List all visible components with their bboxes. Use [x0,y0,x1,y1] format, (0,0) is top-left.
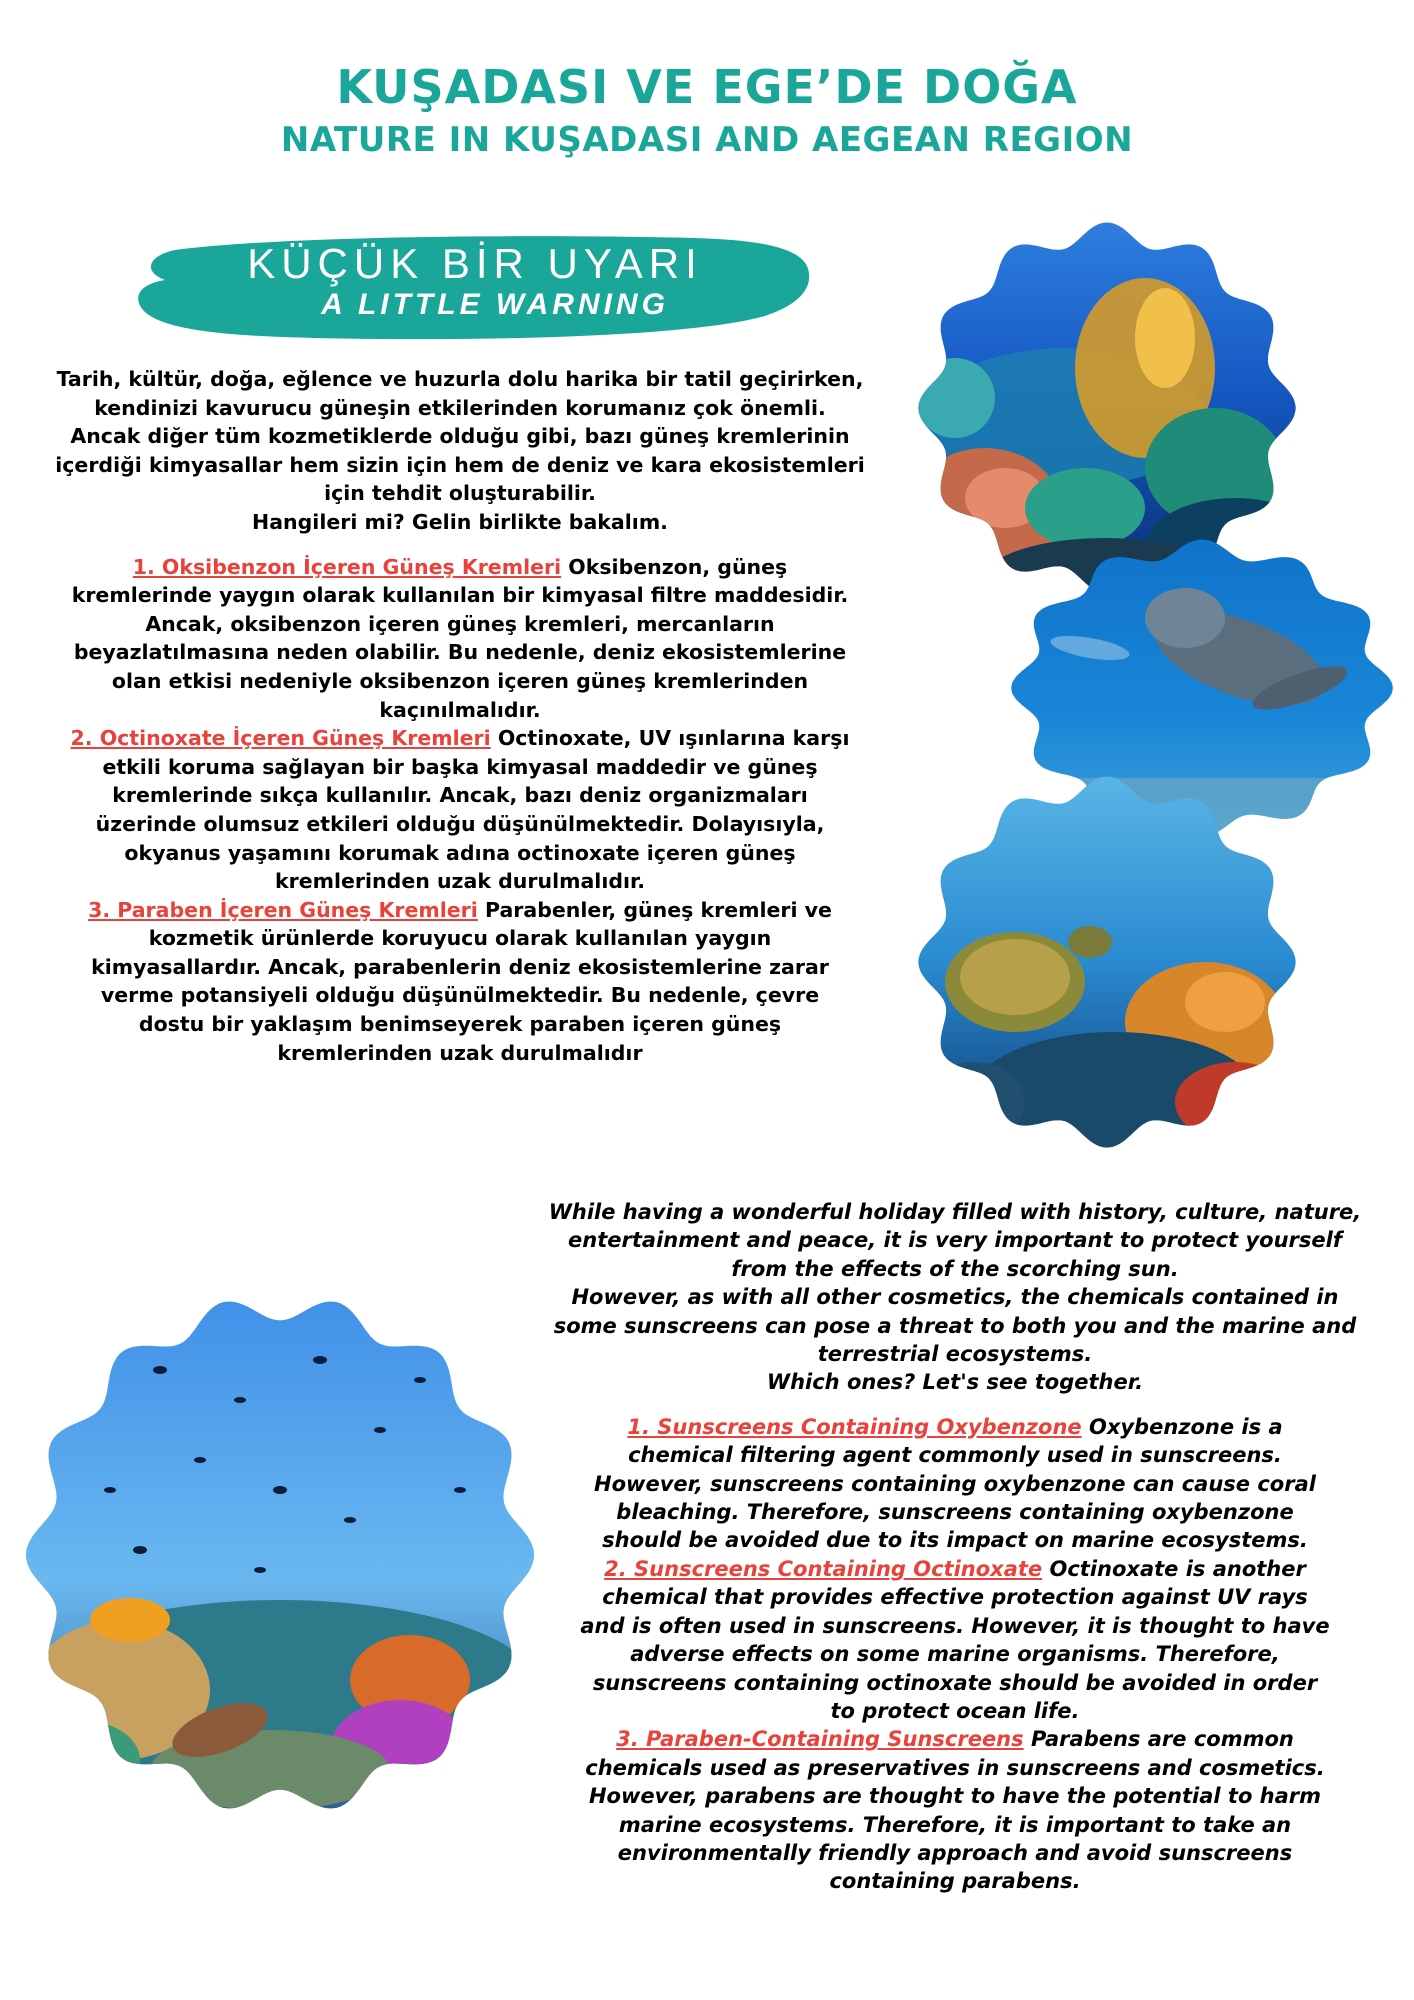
intro-line: some sunscreens can pose a threat to both you and the marine and [553,1313,1357,1338]
sea-turtle-image [915,772,1300,1152]
item-line: However, parabens are thought to have the potential to harm [588,1784,1322,1809]
english-text-block [515,1198,1395,1896]
item-line: beyazlatılmasına neden olabilir. Bu nedenle, deniz ekosistemlerine [73,640,847,665]
item-text: Oksibenzon, güneş [561,554,788,579]
english-intro [515,1198,1395,1397]
item-line: environmentally friendly approach and avoid sunscreens [617,1840,1293,1865]
item-line: containing parabens. [829,1869,1081,1894]
banner-subtitle: A LITTLE WARNING [321,288,669,321]
intro-line: için tehdit oluşturabilir. [324,481,596,506]
item-line: kaçınılmalıdır. [379,697,541,722]
page-title: KUŞADASI VE EGE’DE DOĞA [336,60,1078,114]
item-heading-link[interactable]: 1. Sunscreens Containing Oxybenzone [627,1414,1082,1439]
item-line: okyanus yaşamını korumak adına octinoxate içeren güneş [124,840,796,865]
item-line: kozmetik ürünlerde koruyucu olarak kullanılan yaygın [148,926,772,951]
intro-line: entertainment and peace, it is very important to protect yourself [568,1228,1342,1253]
item-line: adverse effects on some marine organisms. Therefore, [630,1642,1280,1667]
item-line: dostu bir yaklaşım benimseyerek paraben içeren güneş [138,1012,782,1037]
item-line: olan etkisi nedeniyle oksibenzon içeren güneş kremlerinden [111,668,809,693]
item-text: Parabens are common [1023,1727,1294,1752]
item-heading-link[interactable]: 3. Paraben İçeren Güneş Kremleri [88,897,478,922]
intro-line: Hangileri mi? Gelin birlikte bakalım. [252,509,668,534]
item-line: kremlerinden uzak durulmalıdır. [274,869,646,894]
warning-banner [135,232,815,344]
item-line: verme potansiyeli olduğu düşünülmektedir. Bu nedenle, çevre [100,983,820,1008]
item-line: should be avoided due to its impact on marine ecosystems. [602,1528,1308,1553]
turkish-intro [40,365,880,537]
item-line: chemicals used as preservatives in sunscreens and cosmetics. [585,1755,1325,1780]
item-line: chemical filtering agent commonly used in sunscreens. [628,1443,1282,1468]
intro-line: Ancak diğer tüm kozmetiklerde olduğu gibi, bazı güneş kremlerinin [70,424,850,449]
item-heading-link[interactable]: 2. Sunscreens Containing Octinoxate [604,1556,1043,1581]
item-heading-link[interactable]: 2. Octinoxate İçeren Güneş Kremleri [70,726,491,751]
intro-line: terrestrial ecosystems. [817,1342,1093,1367]
turkish-item-paraben [40,896,880,1068]
item-text: Oxybenzone is a [1081,1414,1283,1439]
intro-line: However, as with all other cosmetics, the chemicals contained in [571,1285,1339,1310]
item-line: kremlerinde sıkça kullanılır. Ancak, bazı deniz organizmaları [112,783,808,808]
item-line: bleaching. Therefore, sunscreens containing oxybenzone [616,1500,1294,1525]
intro-line: kendinizi kavurucu güneşin etkilerinden korumanız çok önemli. [94,395,826,420]
item-text: Octinoxate, UV ışınlarına karşı [490,726,850,751]
item-text: Octinoxate is another [1042,1556,1306,1581]
turkish-item-octinoxate [40,724,880,896]
item-line: However, sunscreens containing oxybenzone can cause coral [594,1471,1316,1496]
item-line: and is often used in sunscreens. However, it is thought to have [580,1613,1330,1638]
item-line: to protect ocean life. [830,1698,1080,1723]
english-item-paraben [515,1725,1395,1895]
item-line: sunscreens containing octinoxate should be avoided in order [592,1670,1318,1695]
item-line: üzerinde olumsuz etkileri olduğu düşünülmektedir. Dolayısıyla, [95,811,825,836]
intro-line: While having a wonderful holiday filled with history, culture, nature, [548,1200,1362,1224]
intro-line: from the effects of the scorching sun. [731,1256,1179,1281]
english-item-oxybenzone [515,1413,1395,1555]
item-line: marine ecosystems. Therefore, it is important to take an [618,1812,1292,1837]
item-text: Parabenler, güneş kremleri ve [477,897,832,922]
page-subtitle: NATURE IN KUŞADASI AND AEGEAN REGION [280,120,1134,160]
item-line: etkili koruma sağlayan bir başka kimyasal maddedir ve güneş [102,754,818,779]
item-line: kimyasallardır. Ancak, parabenlerin deniz ekosistemlerine zarar [91,954,829,979]
item-heading-link[interactable]: 1. Oksibenzon İçeren Güneş Kremleri [132,554,562,579]
item-heading-link[interactable]: 3. Paraben-Containing Sunscreens [616,1727,1024,1752]
banner-title: KÜÇÜK BİR UYARI [247,240,703,287]
item-line: chemical that provides effective protection against UV rays [602,1585,1308,1610]
intro-line: Which ones? Let's see together. [766,1370,1144,1395]
item-line: kremlerinden uzak durulmalıdır [277,1040,643,1065]
turkish-text-block [40,365,880,1067]
turkish-item-oxybenzone [40,553,880,725]
intro-line: içerdiği kimyasallar hem sizin için hem de deniz ve kara ekosistemleri [55,452,865,477]
reef-fish-image [20,1290,540,1820]
item-line: kremlerinde yaygın olarak kullanılan bir kimyasal filtre maddesidir. [71,583,849,608]
intro-line: Tarih, kültür, doğa, eğlence ve huzurla dolu harika bir tatil geçirirken, [56,367,864,391]
item-line: Ancak, oksibenzon içeren güneş kremleri, mercanların [145,611,775,636]
english-item-octinoxate [515,1555,1395,1725]
